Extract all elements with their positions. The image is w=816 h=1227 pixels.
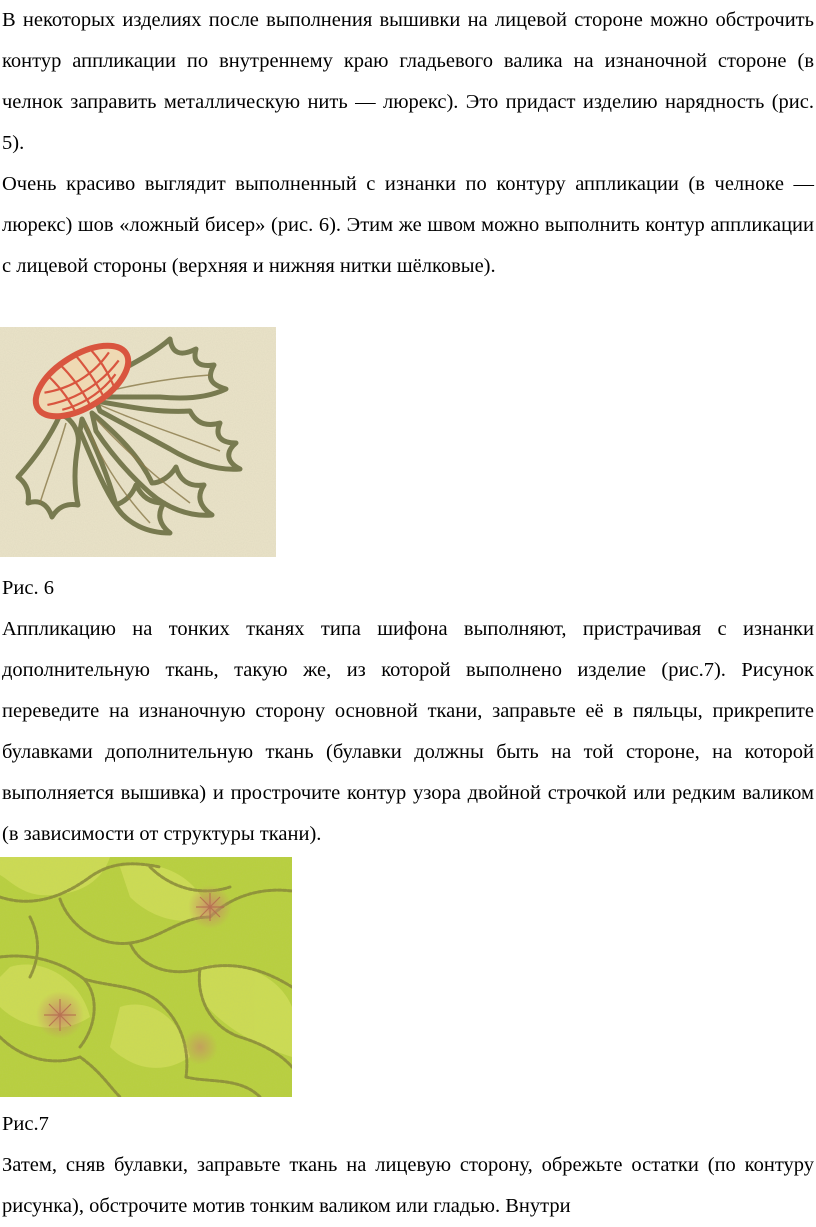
chiffon-applique-fabric (0, 857, 292, 1097)
paragraph-3: Аппликацию на тонких тканях типа шифона выполняют, пристрачивая с изнанки дополнительную ткань, такую же, из которой выполнено изделие (рис.7). Рисунок переведите на изнаночную сторону основной ткани, заправьте её в пяльцы, прикрепите булавками дополнительную ткань (булавки должны быть на той стороне, на которой выполняется вышивка) и прострочите контур узора двойной строчкой или редким валиком (в зависимости от структуры ткани). (2, 618, 814, 845)
figure-7-image (0, 857, 292, 1097)
figure-6-caption: Рис. 6 (2, 577, 54, 599)
paragraph-2: Очень красиво выглядит выполненный с изнанки по контуру аппликации (в челноке — люрекс) шов «ложный бисер» (рис. 6). Этим же швом можно выполнить контур аппликации с лицевой стороны (верхняя и нижняя нитки шёлковые). (2, 173, 814, 277)
figure-6-image (0, 327, 276, 557)
paragraph-4: Затем, сняв булавки, заправьте ткань на лицевую сторону, обрежьте остатки (по контуру рисунка), обстрочите мотив тонким валиком или гладью. Внутри (2, 1154, 814, 1217)
applique-flower-illustration (0, 327, 276, 557)
paragraph-1: В некоторых изделиях после выполнения вышивки на лицевой стороне можно обстрочить контур аппликации по внутреннему краю гладьевого валика на изнаночной стороне (в челнок заправить металлическую нить — люрекс). Это придаст изделию нарядность (рис. 5). (2, 9, 814, 154)
figure-7-caption: Рис.7 (2, 1113, 49, 1135)
